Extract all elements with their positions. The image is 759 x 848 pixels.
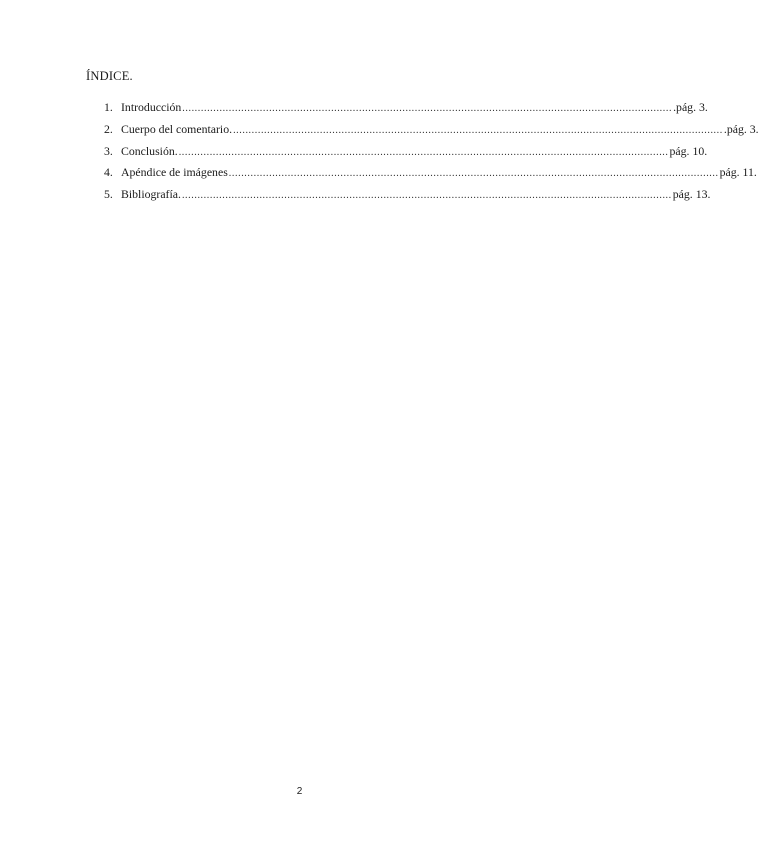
dot-leader: ..............................................................................................................................................................: [233, 124, 723, 136]
toc-entry-page: .pág. 3.: [723, 121, 759, 136]
toc-entry-label: Introducción: [121, 100, 182, 114]
toc-entry-label: Cuerpo del comentario.: [121, 121, 233, 136]
dot-leader: ..............................................................................................................................................................: [228, 168, 719, 180]
toc-entry-number: 4.: [104, 165, 113, 180]
toc-entry-page: pág. 13.: [672, 187, 711, 202]
table-of-contents: [104, 100, 759, 209]
toc-entry-number: 3.: [104, 143, 113, 158]
toc-entry-label: Apéndice de imágenes: [121, 165, 228, 180]
toc-entry-page: pág. 11.: [719, 165, 757, 180]
toc-entry-label: Bibliografía.: [121, 187, 181, 202]
toc-entry-number: 2.: [104, 121, 113, 136]
toc-entry-introduccion: [104, 100, 708, 122]
toc-entry-page: .pág. 3.: [673, 100, 708, 114]
dot-leader: ..............................................................................................................................................................: [181, 190, 672, 202]
toc-title: ÍNDICE.: [86, 69, 133, 83]
toc-entry-label: Conclusión.: [121, 143, 178, 158]
dot-leader: ..............................................................................................................................................................: [182, 103, 673, 114]
toc-entry-number: 5.: [104, 187, 113, 202]
toc-entry-page: pág. 10.: [669, 143, 708, 158]
toc-entry-number: 1.: [104, 100, 113, 114]
toc-entry-apendice: [104, 165, 757, 187]
dot-leader: ..............................................................................................................................................................: [178, 146, 669, 158]
toc-entry-conclusion: [104, 143, 708, 166]
toc-entry-cuerpo: [104, 121, 759, 144]
toc-entry-bibliografia: [104, 187, 711, 209]
page-number: 2: [296, 786, 303, 797]
